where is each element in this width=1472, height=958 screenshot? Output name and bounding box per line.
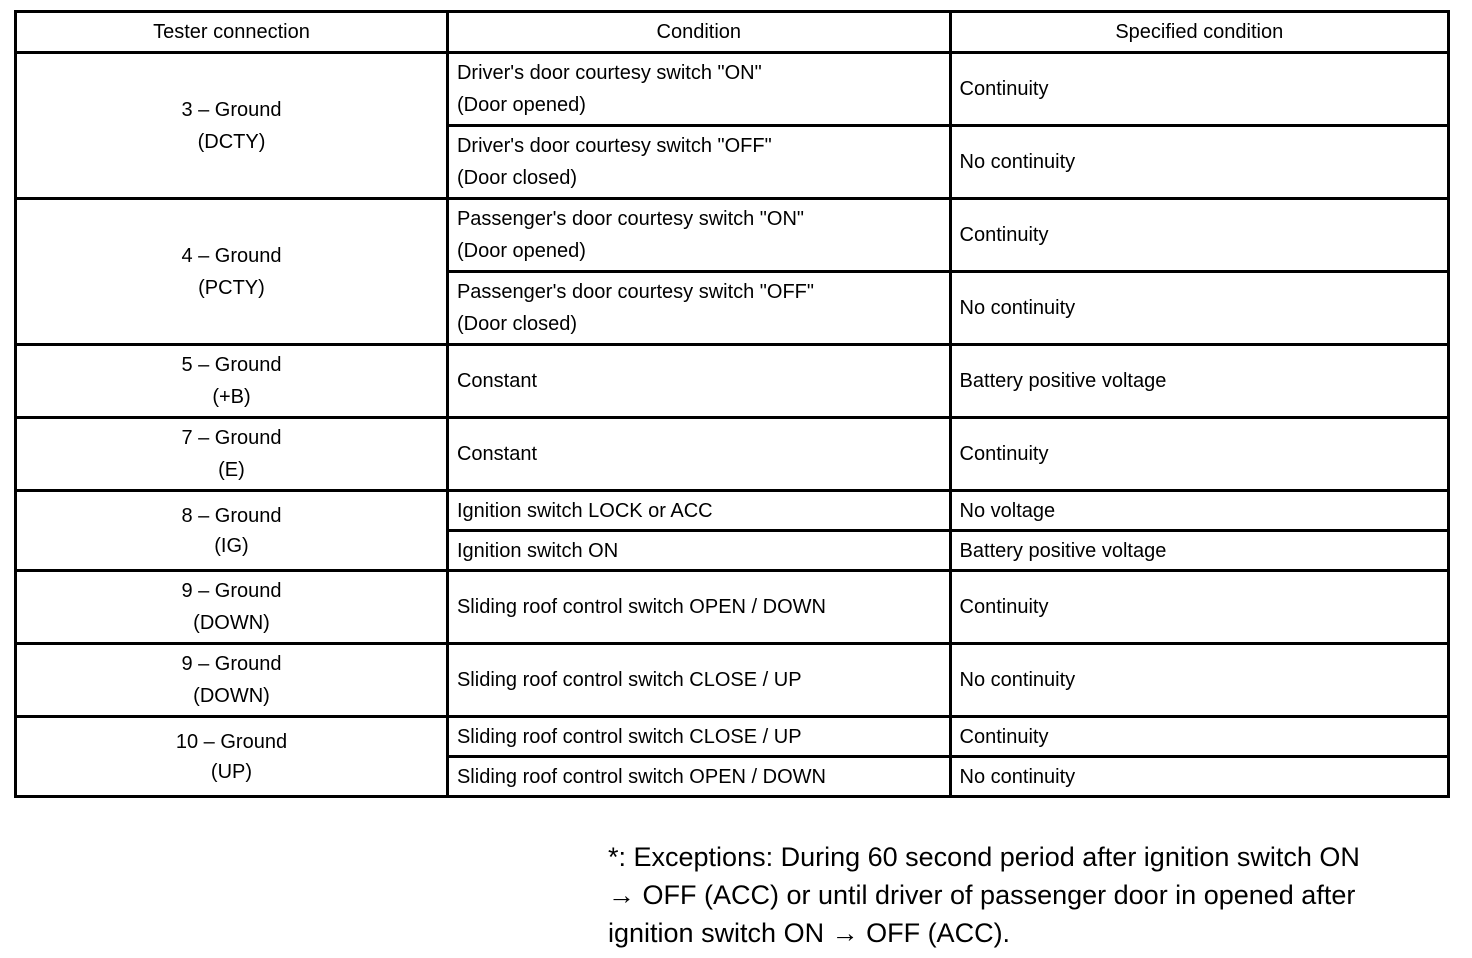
specified-condition-cell: No continuity: [950, 757, 1448, 797]
tester-connection-cell: [16, 491, 448, 571]
signal-label: (UP): [210, 760, 253, 783]
condition-line: (Door closed): [456, 167, 578, 189]
exceptions-footnote: [608, 838, 1458, 952]
table-row: [16, 644, 1449, 717]
table-row: [16, 571, 1449, 644]
footnote-line: → OFF (ACC) or until driver of passenger door in opened after: [608, 880, 1356, 910]
condition-cell: Ignition switch LOCK or ACC: [447, 491, 950, 531]
footnote-line: *: Exceptions: During 60 second period after ignition switch ON: [608, 842, 1360, 872]
footnote-line: ignition switch ON → OFF (ACC).: [608, 918, 1011, 948]
tester-connection-cell: [16, 345, 448, 418]
tester-connection-cell: [16, 53, 448, 199]
header-tester-connection: Tester connection: [16, 12, 448, 53]
specified-condition-cell: Continuity: [950, 717, 1448, 757]
signal-label: (DCTY): [197, 130, 266, 153]
signal-label: (+B): [212, 386, 251, 408]
terminal-label: 10 – Ground: [175, 730, 288, 753]
table-row: [16, 418, 1449, 491]
specified-condition-cell: Continuity: [950, 53, 1448, 126]
signal-label: (DOWN): [193, 612, 270, 634]
condition-cell: Sliding roof control switch CLOSE / UP: [447, 717, 950, 757]
specified-condition-cell: No continuity: [950, 644, 1448, 717]
signal-label: (E): [218, 459, 245, 481]
condition-cell: Ignition switch ON: [447, 531, 950, 571]
condition-cell: [447, 53, 950, 126]
specified-condition-cell: Battery positive voltage: [950, 345, 1448, 418]
condition-cell: Sliding roof control switch OPEN / DOWN: [447, 757, 950, 797]
condition-cell: Constant: [447, 418, 950, 491]
tester-connection-table: [14, 10, 1450, 798]
specified-condition-cell: No continuity: [950, 272, 1448, 345]
condition-line: (Door closed): [456, 313, 578, 335]
condition-cell: [447, 199, 950, 272]
terminal-label: 8 – Ground: [181, 504, 282, 527]
table-row: [16, 345, 1449, 418]
tester-connection-cell: [16, 571, 448, 644]
terminal-label: 4 – Ground: [181, 244, 282, 267]
condition-line: Passenger's door courtesy switch "OFF": [456, 281, 814, 303]
specified-condition-cell: Continuity: [950, 418, 1448, 491]
condition-cell: [447, 126, 950, 199]
terminal-label: 9 – Ground: [181, 580, 282, 602]
specified-condition-cell: Continuity: [950, 571, 1448, 644]
terminal-label: 5 – Ground: [181, 354, 282, 376]
specified-condition-cell: No continuity: [950, 126, 1448, 199]
signal-label: (IG): [214, 534, 249, 557]
table-header-row: [16, 12, 1449, 53]
tester-connection-cell: [16, 644, 448, 717]
condition-cell: Sliding roof control switch CLOSE / UP: [447, 644, 950, 717]
table-row: [16, 717, 1449, 757]
table-row: [16, 491, 1449, 531]
condition-cell: Sliding roof control switch OPEN / DOWN: [447, 571, 950, 644]
table-row: [16, 199, 1449, 272]
header-condition: Condition: [447, 12, 950, 53]
tester-connection-cell: [16, 418, 448, 491]
condition-line: (Door opened): [456, 94, 586, 116]
specified-condition-cell: Battery positive voltage: [950, 531, 1448, 571]
terminal-label: 9 – Ground: [181, 653, 282, 675]
signal-label: (DOWN): [193, 685, 270, 707]
specified-condition-cell: No voltage: [950, 491, 1448, 531]
condition-line: Driver's door courtesy switch "OFF": [456, 135, 772, 157]
tester-connection-cell: [16, 199, 448, 345]
header-specified-condition: Specified condition: [950, 12, 1448, 53]
condition-line: Driver's door courtesy switch "ON": [456, 62, 762, 84]
terminal-label: 7 – Ground: [181, 427, 282, 449]
condition-cell: [447, 272, 950, 345]
condition-line: Passenger's door courtesy switch "ON": [456, 208, 805, 230]
tester-connection-cell: [16, 717, 448, 797]
terminal-label: 3 – Ground: [181, 98, 282, 121]
specified-condition-cell: Continuity: [950, 199, 1448, 272]
signal-label: (PCTY): [198, 276, 265, 299]
table-row: [16, 53, 1449, 126]
condition-cell: Constant: [447, 345, 950, 418]
condition-line: (Door opened): [456, 240, 586, 262]
